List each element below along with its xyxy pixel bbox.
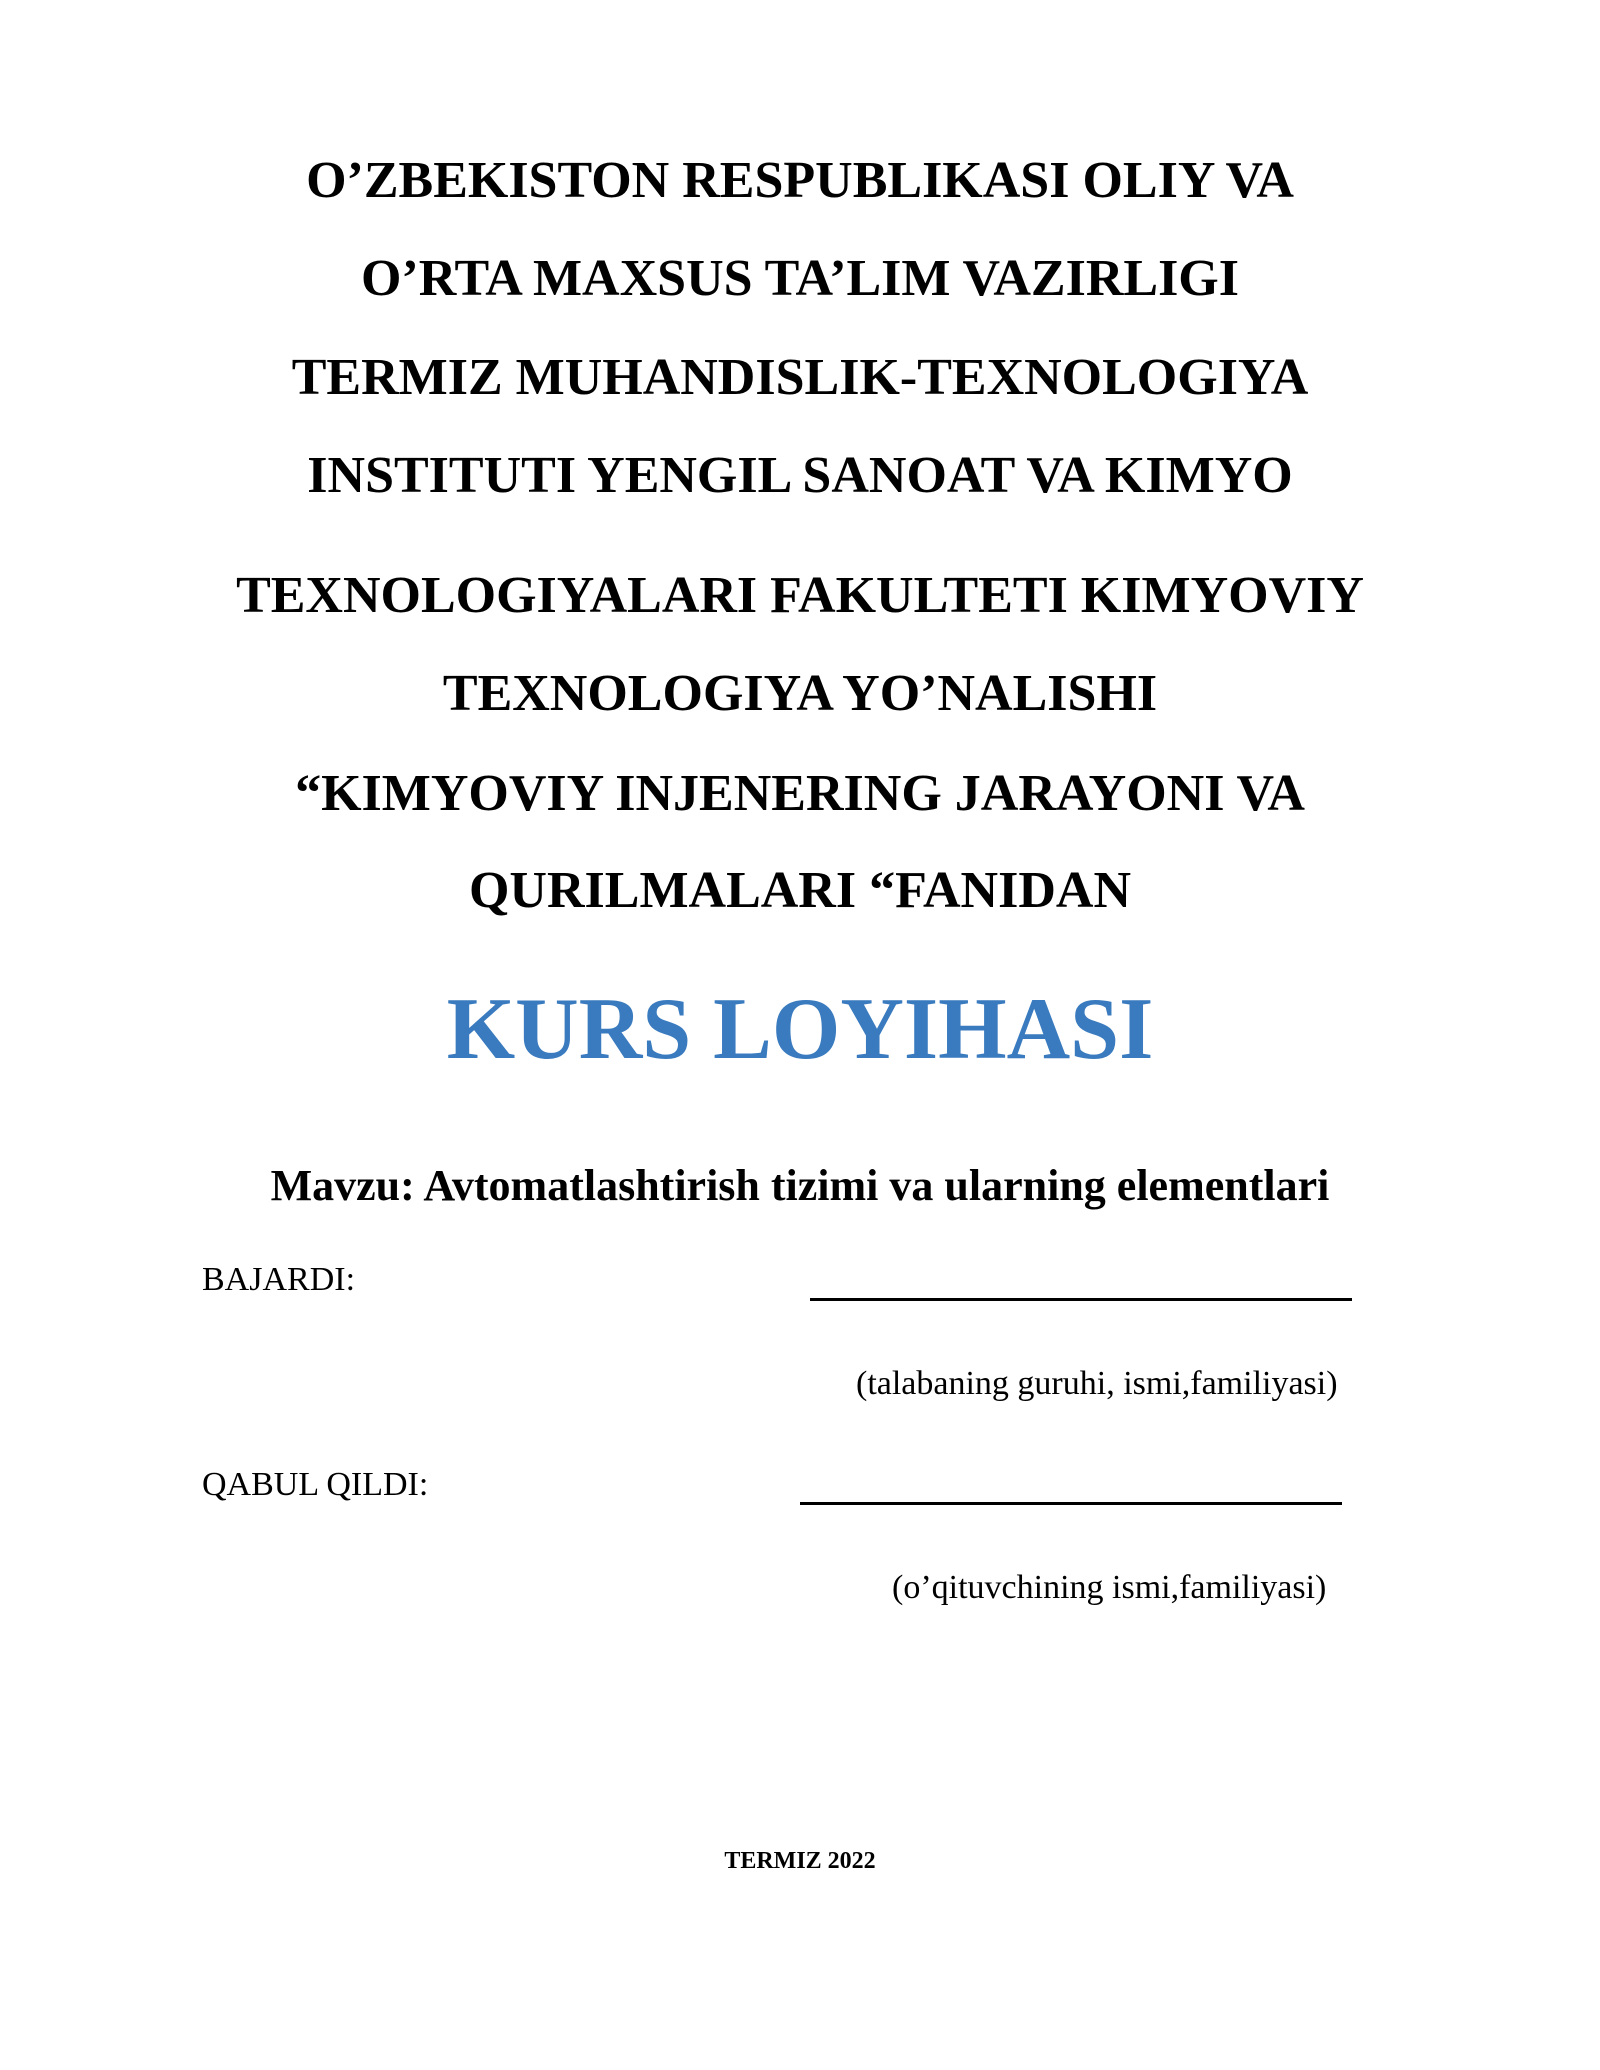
performer-label: BAJARDI:	[202, 1261, 356, 1298]
header-line-3: TERMIZ MUHANDISLIK-TEXNOLOGIYA	[291, 349, 1309, 406]
performer-caption: (talabaning guruhi, ismi,familiyasi)	[856, 1365, 1338, 1402]
header-line-1: O’ZBEKISTON RESPUBLIKASI OLIY VA	[306, 152, 1294, 209]
header-line-4: INSTITUTI YENGIL SANOAT VA KIMYO	[307, 447, 1293, 504]
receiver-caption: (o’qituvchining ismi,familiyasi)	[892, 1569, 1327, 1606]
receiver-label: QABUL QILDI:	[202, 1466, 429, 1503]
performer-signature-line	[810, 1298, 1352, 1301]
header-line-5: TEXNOLOGIYALARI FAKULTETI KIMYOVIY	[236, 567, 1364, 624]
topic-line: Mavzu: Avtomatlashtirish tizimi va ularning elementlari	[270, 1161, 1330, 1210]
header-line-8: QURILMALARI “FANIDAN	[468, 862, 1132, 919]
receiver-signature-line	[800, 1502, 1342, 1505]
header-line-6: TEXNOLOGIYA YO’NALISHI	[442, 665, 1158, 722]
footer-place-year: TERMIZ 2022	[724, 1848, 876, 1874]
document-title: KURS LOYIHASI	[446, 981, 1154, 1078]
header-line-2: O’RTA MAXSUS TA’LIM VAZIRLIGI	[360, 250, 1239, 307]
header-line-7: “KIMYOVIY INJENERING JARAYONI VA	[295, 765, 1305, 822]
